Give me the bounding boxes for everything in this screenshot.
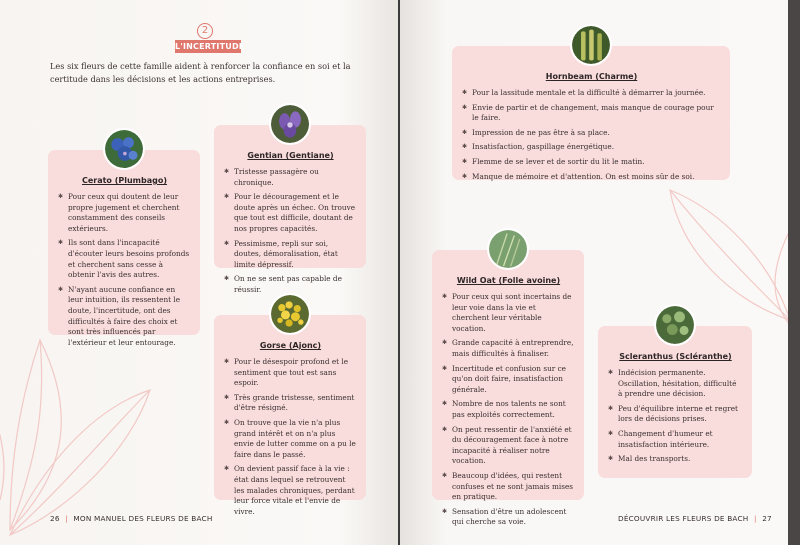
section-title: L'INCERTITUDE	[175, 42, 245, 51]
list-item: ✱ Beaucoup d'idées, qui restent confuses et ne sont jamais mises en pratique.	[442, 471, 575, 503]
list-item: ✱ Pour le découragement et le doute après un échec. On trouve que tout est difficile, doutant de nos propres capacités.	[224, 192, 357, 234]
list-item: ✱ Pour le désespoir profond et le sentiment que tout est sans espoir.	[224, 357, 357, 389]
symptom-list	[58, 192, 191, 348]
wild-oat-photo	[487, 228, 529, 270]
list-item: ✱ Peu d'équilibre interne et regret lors de décisions prises.	[608, 404, 743, 425]
card-title: Gorse (Ajonc)	[259, 341, 322, 350]
symptom-list	[224, 167, 357, 296]
hornbeam-photo	[570, 24, 612, 66]
right-page	[400, 0, 788, 545]
list-item: ✱ Insatisfaction, gaspillage énergétique.	[462, 142, 721, 153]
symptom-list	[224, 357, 357, 517]
list-item: ✱ Pessimisme, repli sur soi, doutes, démoralisation, état limite dépressif.	[224, 239, 357, 271]
book-section-title: DÉCOUVRIR LES FLEURS DE BACH	[618, 514, 749, 523]
list-item: ✱ Incertitude et confusion sur ce qu'on doit faire, insatisfaction générale.	[442, 364, 575, 396]
list-item: ✱ Pour ceux qui doutent de leur propre jugement et cherchent constamment des conseils extérieurs.	[58, 192, 191, 234]
list-item: ✱ Mal des transports.	[608, 454, 743, 465]
yellow-flower-photo	[269, 293, 311, 335]
list-item: ✱ Tristesse passagère ou chronique.	[224, 167, 357, 188]
card-gorse	[214, 315, 366, 516]
right-footer: DÉCOUVRIR LES FLEURS DE BACH | 27	[618, 514, 772, 523]
list-item: ✱ Pour ceux qui sont incertains de leur voie dans la vie et cherchent leur véritable vocation.	[442, 292, 575, 334]
list-item: ✱ On trouve que la vie n'a plus grand intérêt et on n'a plus envie de lutter comme on a pu le faire dans le passé.	[224, 418, 357, 460]
card-title: Wild Oat (Folle avoine)	[456, 276, 561, 285]
card-title: Hornbeam (Charme)	[545, 72, 638, 81]
list-item: ✱ N'ayant aucune confiance en leur intuition, ils ressentent le doute, l'incertitude, ont des difficultés à faire des choix et sont très influencés par l'extérieur et leur entourage.	[58, 285, 191, 349]
card-cerato	[48, 150, 200, 347]
list-item: ✱ Manque de mémoire et d'attention. On est moins sûr de soi.	[462, 172, 721, 183]
card-title: Scleranthus (Scléranthe)	[619, 352, 732, 361]
page-number: 26	[50, 514, 60, 523]
symptom-list	[462, 88, 721, 182]
book-title: MON MANUEL DES FLEURS DE BACH	[73, 514, 213, 523]
list-item: ✱ Flemme de se lever et de sortir du lit le matin.	[462, 157, 721, 168]
card-title: Cerato (Plumbago)	[81, 176, 168, 185]
card-gentian	[214, 125, 366, 294]
list-item: ✱ Pour la lassitude mentale et la difficulté à démarrer la journée.	[462, 88, 721, 99]
section-number: 2	[197, 23, 213, 39]
list-item: ✱ On devient passif face à la vie : état dans lequel se retrouvent les malades chroniques, perdant leur force vitale et l'envie de vivre.	[224, 464, 357, 517]
list-item: ✱ Très grande tristesse, sentiment d'être résigné.	[224, 393, 357, 414]
page-number: 27	[762, 514, 772, 523]
symptom-list	[608, 368, 743, 465]
list-item: ✱ Changement d'humeur et insatisfaction intérieure.	[608, 429, 743, 450]
card-title: Gentian (Gentiane)	[247, 151, 334, 160]
list-item: ✱ Impression de ne pas être à sa place.	[462, 128, 721, 139]
section-intro: Les six fleurs de cette famille aident à renforcer la confiance en soi et la certitude dans les décisions et les actions entreprises.	[50, 61, 351, 84]
list-item: ✱ Ils sont dans l'incapacité d'écouter leurs besoins profonds et cherchent sans cesse à obtenir l'avis des autres.	[58, 238, 191, 280]
blue-flower-photo	[103, 128, 145, 170]
purple-flower-photo	[269, 103, 311, 145]
list-item: ✱ Envie de partir et de changement, mais manque de courage pour le faire.	[462, 103, 721, 124]
list-item: ✱ Nombre de nos talents ne sont pas exploités correctement.	[442, 399, 575, 420]
left-page	[0, 0, 398, 545]
card-wild-oat	[432, 250, 584, 527]
list-item: ✱ Sensation d'être un adolescent qui cherche sa voie.	[442, 507, 575, 528]
list-item: ✱ On ne se sent pas capable de réussir.	[224, 274, 357, 295]
scleranthus-photo	[654, 304, 696, 346]
card-hornbeam	[452, 46, 730, 180]
left-footer: 26 | MON MANUEL DES FLEURS DE BACH	[50, 514, 213, 523]
list-item: ✱ Indécision permanente. Oscillation, hésitation, difficulté à prendre une décision.	[608, 368, 743, 400]
card-scleranthus	[598, 326, 752, 478]
list-item: ✱ On peut ressentir de l'anxiété et du découragement face à notre incapacité à réaliser notre vocation.	[442, 425, 575, 467]
list-item: ✱ Grande capacité à entreprendre, mais difficultés à finaliser.	[442, 338, 575, 359]
symptom-list	[442, 292, 575, 528]
book-edge	[788, 0, 800, 545]
